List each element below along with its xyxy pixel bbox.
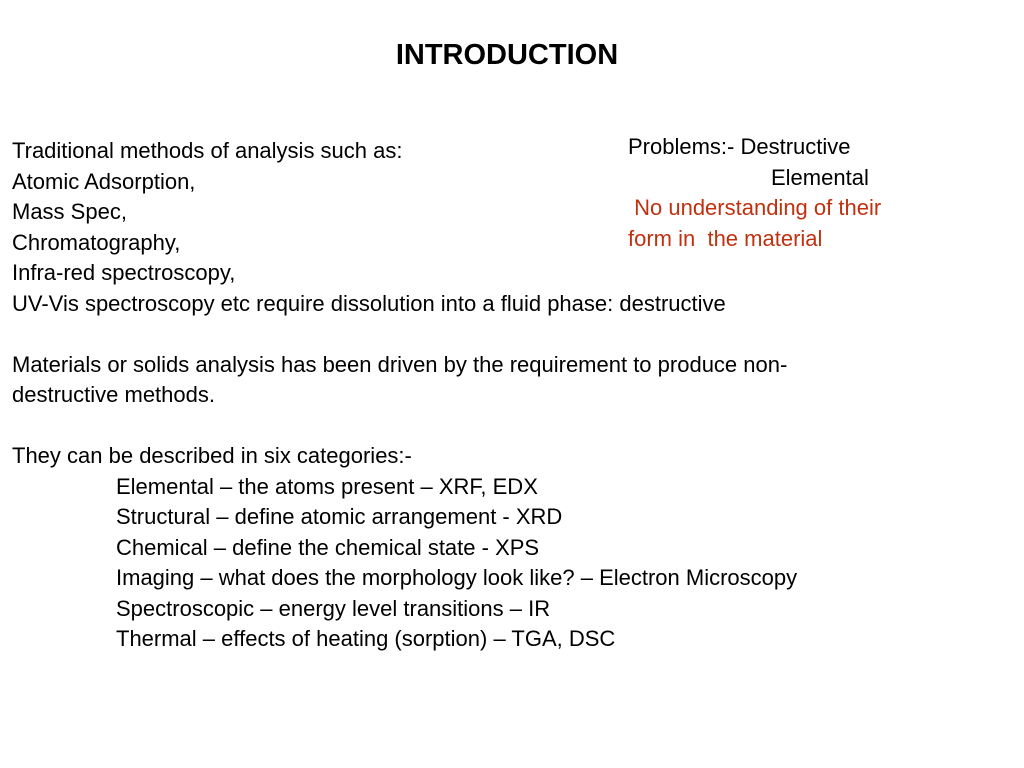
problems-elemental: Elemental [771,164,869,190]
categories-intro: They can be described in six categories:- [12,443,412,468]
problems-label: Problems:- Destructive [628,134,851,159]
category-item: Structural – define atomic arrangement - XRD [116,504,563,529]
traditional-intro: Traditional methods of analysis such as: [12,138,403,163]
materials-line-1: Materials or solids analysis has been driven by the requirement to produce non- [12,351,788,377]
problems-callout [628,132,958,254]
category-item: Spectroscopic – energy level transitions – IR [116,595,551,621]
method-item: Infra-red spectroscopy, [12,260,236,285]
category-item: Elemental – the atoms present – XRF, EDX [116,473,538,499]
materials-line-2: destructive methods. [12,382,215,407]
problems-understanding-line-2: form in the material [628,225,823,251]
category-item: Thermal – effects of heating (sorption) – TGA, DSC [116,626,616,651]
spacer [12,411,1012,442]
slide-title: INTRODUCTION [395,39,619,71]
method-item: Chromatography, [12,229,181,255]
category-item: Imaging – what does the morphology look like? – Electron Microscopy [116,565,798,590]
spacer [12,319,1012,350]
method-item: Mass Spec, [12,199,127,224]
method-item: Atomic Adsorption, [12,168,196,194]
method-item: UV-Vis spectroscopy etc require dissolution into a fluid phase: destructive [12,290,726,316]
category-item: Chemical – define the chemical state - XPS [116,534,540,560]
problems-understanding-line-1: No understanding of their [628,195,882,220]
